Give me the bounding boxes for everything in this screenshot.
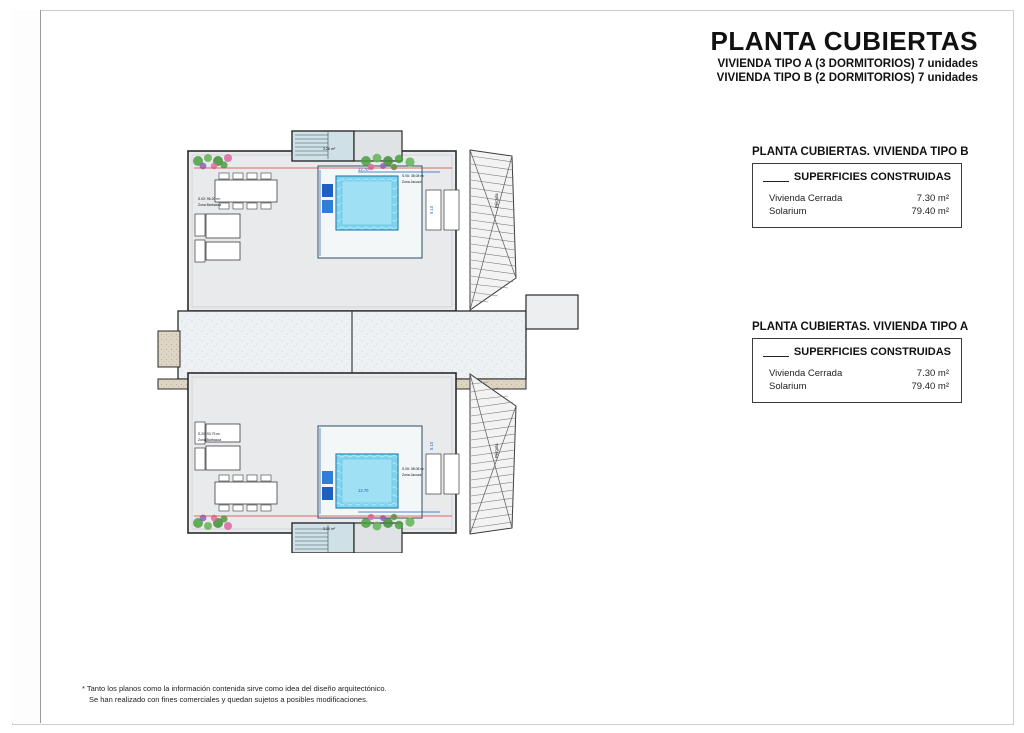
lower-terrace-name: Zona Barbacoa [198,438,222,442]
upper-jacuzzi-code: S.06: 38.08 m² [402,174,425,178]
floor-plan-drawing [140,128,590,553]
footnote-line-2: Se han realizado con fines comerciales y quedan sujetos a posibles modificaciones. [89,694,368,704]
table-row [763,205,951,218]
row-value: 7.30 m² [916,193,949,204]
stair-area-label-upper: 3.26 m² [323,147,336,151]
dimension-bottom-width: 12.70 [358,488,369,493]
surface-table-a-header-text: SUPERFICIES CONSTRUIDAS [793,346,951,358]
footnote-line-1: * Tanto los planos como la información contenida sirve como idea del diseño arquitectónico. [82,684,387,693]
surface-table-a-title: PLANTA CUBIERTAS. VIVIENDA TIPO A [752,321,969,333]
surface-table-b-header-text: SUPERFICIES CONSTRUIDAS [793,171,951,183]
table-row [763,192,951,205]
row-label: Vivienda Cerrada [769,193,843,204]
pergola-upper [470,150,516,310]
surface-table-type-a [752,321,968,403]
page-title: PLANTA CUBIERTAS [710,26,978,56]
stair-area-label-lower: 3.26 m² [323,527,336,531]
header-rule-icon [763,181,789,182]
sheet-left-margin [12,10,40,723]
surface-table-b-header [763,171,951,183]
row-label: Solarium [769,206,807,217]
upper-terrace-name: Zona Barbacoa [198,203,222,207]
row-value: 7.30 m² [916,368,949,379]
upper-terrace-code: S.02: 96.20 m² [198,197,221,201]
lower-terrace-code: S.20: 93.79 m² [198,432,221,436]
surface-table-b-box [752,163,962,228]
row-value: 79.40 m² [911,206,949,217]
surface-table-a-box [752,338,962,403]
row-value: 79.40 m² [911,381,949,392]
surface-table-type-b [752,146,969,228]
row-label: Solarium [769,381,807,392]
page-subtitle-type-a: VIVIENDA TIPO A (3 DORMITORIOS) 7 unidades [717,58,978,70]
footnote [82,684,387,706]
pergola-label-lower: Pérgola [494,443,499,458]
upper-jacuzzi-name: Zona Jacuzzi [402,180,422,184]
lower-unit-plan [188,373,516,553]
dimension-top-width: 12.70 [358,167,369,172]
surface-table-a-header [763,346,951,358]
page-subtitle-type-b: VIVIENDA TIPO B (2 DORMITORIOS) 7 unidades [716,72,978,84]
table-row [763,367,951,380]
pergola-label-upper: Pérgola [494,193,499,208]
upper-unit-plan [188,131,516,311]
table-row [763,380,951,393]
lower-jacuzzi-name: Zona Jacuzzi [402,473,422,477]
dimension-lower-depth: 5.10 [429,441,434,450]
row-label: Vivienda Cerrada [769,368,843,379]
header-rule-icon [763,356,789,357]
lower-jacuzzi-code: S.06: 38.08 m² [402,467,425,471]
dimension-upper-depth: 5.10 [429,205,434,214]
surface-table-b-title: PLANTA CUBIERTAS. VIVIENDA TIPO B [752,146,969,158]
